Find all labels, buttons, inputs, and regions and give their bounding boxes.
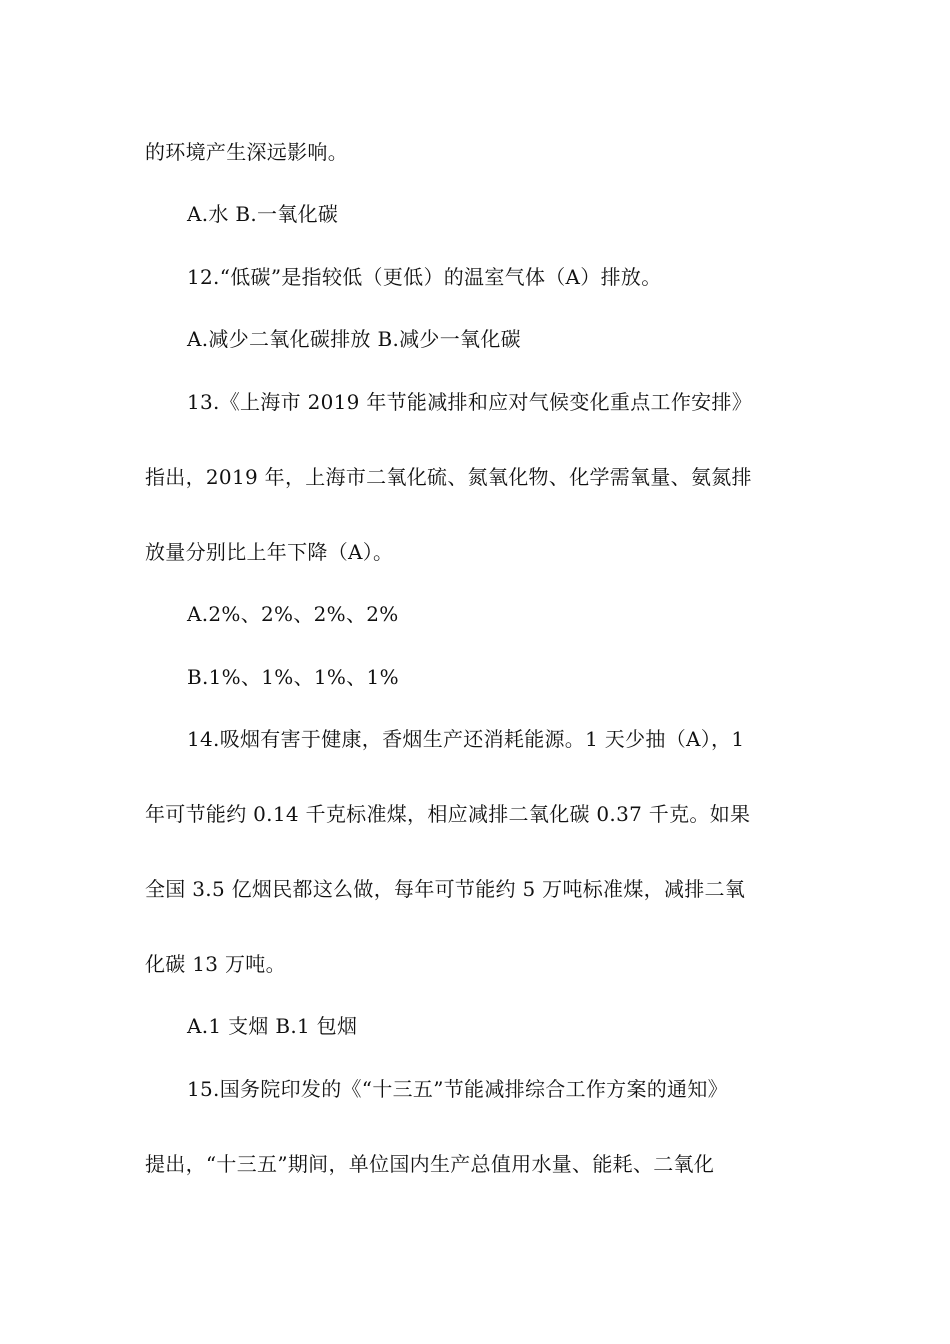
q14-options: A.1 支烟 B.1 包烟 (187, 1014, 358, 1038)
q11-options: A.水 B.一氧化碳 (187, 202, 339, 226)
q13-option-b: B.1%、1%、1%、1% (187, 665, 399, 689)
q12-question: 12.“低碳”是指较低（更低）的温室气体（A）排放。 (187, 265, 662, 289)
q13-question-line-1: 13.《上海市 2019 年节能减排和应对气候变化重点工作安排》 (187, 390, 753, 414)
q14-question-line-3: 全国 3.5 亿烟民都这么做，每年可节能约 5 万吨标准煤，减排二氧 (145, 877, 746, 901)
q15-question-line-2: 提出，“十三五”期间，单位国内生产总值用水量、能耗、二氧化 (145, 1152, 715, 1176)
q12-options: A.减少二氧化碳排放 B.减少一氧化碳 (187, 327, 521, 351)
paragraph-continuation: 的环境产生深远影响。 (145, 140, 348, 164)
q15-question-line-1: 15.国务院印发的《“十三五”节能减排综合工作方案的通知》 (187, 1077, 728, 1101)
q14-question-line-2: 年可节能约 0.14 千克标准煤，相应减排二氧化碳 0.37 千克。如果 (145, 802, 751, 826)
q14-question-line-1: 14.吸烟有害于健康，香烟生产还消耗能源。1 天少抽（A），1 (187, 727, 745, 751)
q13-question-line-3: 放量分别比上年下降（A）。 (145, 540, 394, 564)
q14-question-line-4: 化碳 13 万吨。 (145, 952, 286, 976)
q13-option-a: A.2%、2%、2%、2% (187, 602, 399, 626)
q13-question-line-2: 指出，2019 年，上海市二氧化硫、氮氧化物、化学需氧量、氨氮排 (145, 465, 752, 489)
